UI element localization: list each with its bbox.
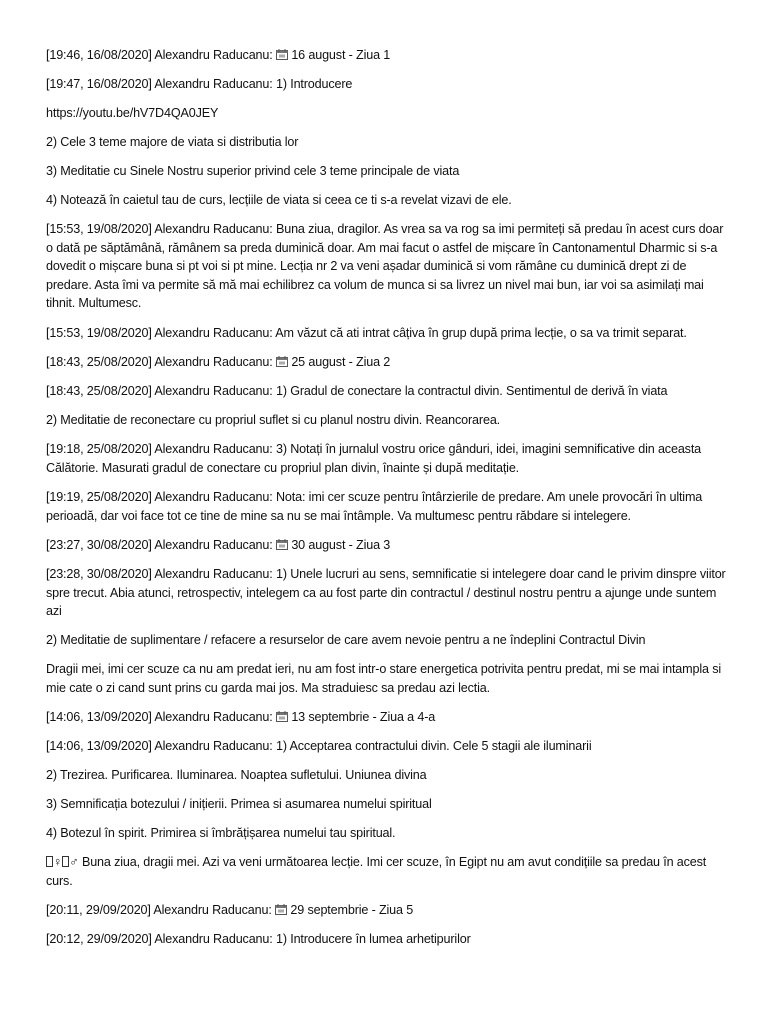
message-line — [46, 191, 732, 210]
message-line — [46, 737, 732, 756]
message-text: Dragii mei, imi cer scuze ca nu am predat ieri, nu am fost intr-o stare energetica potrivita pentru predat, mi se mai intampla si mie cate o zi cand sunt prins cu garda mai jos. Ma straduiesc sa predau azi lectia. — [46, 662, 721, 695]
message-header: [15:53, 19/08/2020] Alexandru Raducanu: — [46, 222, 276, 236]
message-text: 1) Unele lucruri au sens, semnificatie si intelegere doar cand le privim dinspre viitor spre trecut. Abia atunci, retrospectiv, intelegem ca au fost parte din contractul / destinul nostru pentru a ajunge unde suntem azi — [46, 567, 726, 618]
message-header: [19:46, 16/08/2020] Alexandru Raducanu: — [46, 48, 276, 62]
message-text: 30 august - Ziua 3 — [287, 538, 391, 552]
message-header: [15:53, 19/08/2020] Alexandru Raducanu: — [46, 326, 276, 340]
message-text: Buna ziua, dragilor. As vrea sa va rog sa imi permiteți să predau în acest curs doar o dată pe săptămână, rămânem sa preda duminică doar. Am mai facut o astfel de mișcare în Cantonamentul Dharmic si s-a dovedit o mișcare buna si pt voi si pt mine. Lecția nr 2 va veni așadar duminică si vom rămâne cu duminică drept zi de predare. Asta îmi va permite să mă mai echilibrez ca volum de munca si sa livrez un nivel mai bun, iar voi sa asimilați mai tihnit. Multumesc. — [46, 222, 724, 310]
message-header: [19:19, 25/08/2020] Alexandru Raducanu: — [46, 490, 276, 504]
message-line — [46, 162, 732, 181]
message-line — [46, 353, 732, 372]
message-line — [46, 901, 732, 920]
message-header: [20:12, 29/09/2020] Alexandru Raducanu: — [46, 932, 276, 946]
message-line — [46, 631, 732, 650]
message-line — [46, 766, 732, 785]
missing-glyph-icon — [46, 856, 53, 867]
message-text: 1) Gradul de conectare la contractul divin. Sentimentul de derivă în viata — [275, 384, 668, 398]
message-line — [46, 708, 732, 727]
message-line — [46, 440, 732, 477]
message-line — [46, 46, 732, 65]
message-header: [18:43, 25/08/2020] Alexandru Raducanu: — [46, 384, 276, 398]
message-line — [46, 324, 732, 343]
message-line — [46, 930, 732, 949]
message-text: 1) Introducere — [275, 77, 353, 91]
message-text: 3) Semnificația botezului / inițierii. Primea si asumarea numelui spiritual — [46, 797, 432, 811]
message-text: 2) Meditatie de reconectare cu propriul suflet si cu planul nostru divin. Reancorarea. — [46, 413, 501, 427]
message-text: 4) Botezul în spirit. Primirea si îmbrățișarea numelui tau spiritual. — [46, 826, 396, 840]
message-text: Buna ziua, dragii mei. Azi va veni următoarea lecție. Imi cer scuze, în Egipt nu am avut condițiile sa predau în acest curs. — [46, 855, 707, 888]
message-header: [14:06, 13/09/2020] Alexandru Raducanu: — [46, 739, 276, 753]
message-line — [46, 220, 732, 313]
message-text[interactable]: https://youtu.be/hV7D4QA0JEY — [46, 106, 219, 120]
message-line — [46, 536, 732, 555]
message-header: [18:43, 25/08/2020] Alexandru Raducanu: — [46, 355, 276, 369]
message-header: [20:11, 29/09/2020] Alexandru Raducanu: — [46, 903, 276, 917]
message-text: 29 septembrie - Ziua 5 — [287, 903, 414, 917]
message-line — [46, 411, 732, 430]
calendar-icon — [275, 904, 287, 915]
message-text: 25 august - Ziua 2 — [287, 355, 391, 369]
calendar-icon — [276, 49, 288, 60]
youtube-link[interactable] — [46, 104, 732, 123]
message-line — [46, 75, 732, 94]
message-text: 1) Introducere în lumea arhetipurilor — [275, 932, 471, 946]
male-sign-icon: ♂ — [69, 855, 79, 869]
message-text: 2) Trezirea. Purificarea. Iluminarea. Noaptea sufletului. Uniunea divina — [46, 768, 427, 782]
message-text: 1) Acceptarea contractului divin. Cele 5 stagii ale iluminarii — [275, 739, 592, 753]
message-line — [46, 133, 732, 152]
message-text: 2) Meditatie de suplimentare / refacere a resurselor de care avem nevoie pentru a ne îndeplini Contractul Divin — [46, 633, 646, 647]
message-line — [46, 488, 732, 525]
message-header: [14:06, 13/09/2020] Alexandru Raducanu: — [46, 710, 276, 724]
calendar-icon — [276, 356, 288, 367]
message-text: 4) Notează în caietul tau de curs, lecțiile de viata si ceea ce ti s-a revelat vizavi de ele. — [46, 193, 512, 207]
message-text: 3) Notați în jurnalul vostru orice gânduri, idei, imagini semnificative din aceasta Călătorie. Masurati gradul de conectare cu propriul plan divin, înainte și după meditație. — [46, 442, 702, 475]
message-header: [19:47, 16/08/2020] Alexandru Raducanu: — [46, 77, 276, 91]
message-header: [23:28, 30/08/2020] Alexandru Raducanu: — [46, 567, 276, 581]
message-text: Nota: imi cer scuze pentru întârzierile de predare. Am unele provocări în ultima perioadă, dar voi face tot ce tine de mine sa nu se mai întâmple. Va multumesc pentru răbdare si intelegere. — [46, 490, 703, 523]
message-line — [46, 824, 732, 843]
message-header: [23:27, 30/08/2020] Alexandru Raducanu: — [46, 538, 276, 552]
message-header: [19:18, 25/08/2020] Alexandru Raducanu: — [46, 442, 276, 456]
message-line — [46, 853, 732, 890]
message-text: 2) Cele 3 teme majore de viata si distributia lor — [46, 135, 299, 149]
message-text: 13 septembrie - Ziua a 4-a — [287, 710, 436, 724]
message-line — [46, 660, 732, 697]
message-text: 3) Meditatie cu Sinele Nostru superior privind cele 3 teme principale de viata — [46, 164, 460, 178]
message-line — [46, 795, 732, 814]
message-line — [46, 565, 732, 621]
message-line — [46, 382, 732, 401]
calendar-icon — [276, 711, 288, 722]
calendar-icon — [276, 539, 288, 550]
female-sign-icon: ♀ — [53, 855, 63, 869]
message-text: 16 august - Ziua 1 — [287, 48, 391, 62]
message-text: Am văzut că ati intrat câțiva în grup după prima lecție, o sa va trimit separat. — [275, 326, 687, 340]
